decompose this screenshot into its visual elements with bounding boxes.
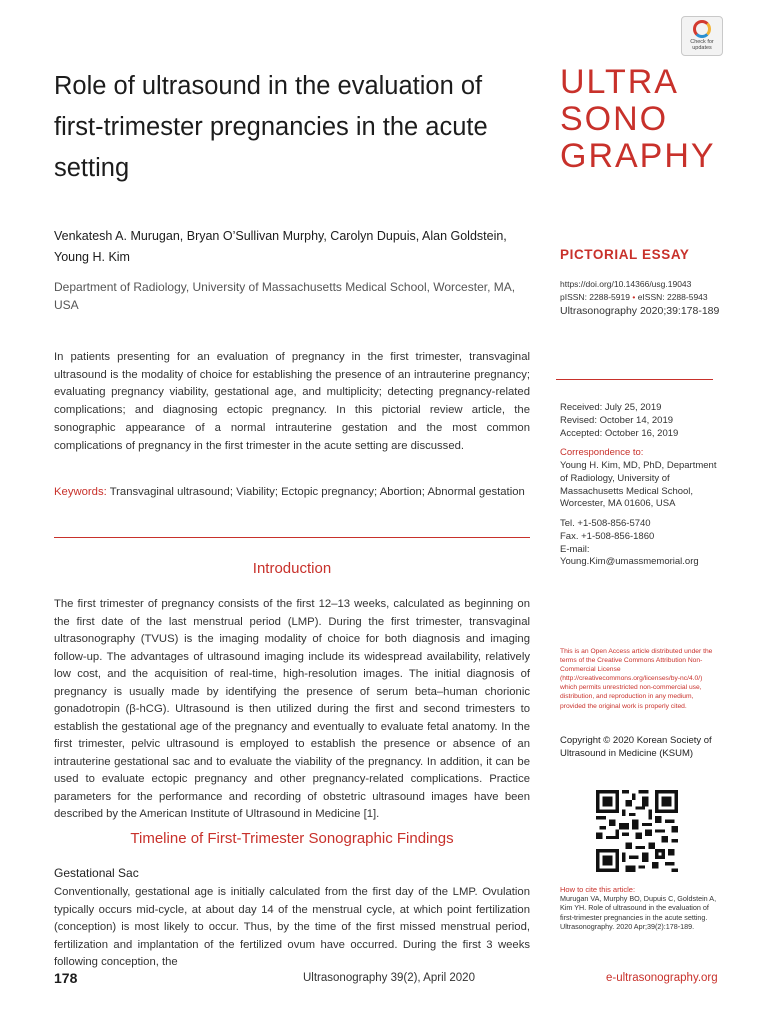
journal-logo-line-3: GRAPHY (560, 137, 716, 175)
license-notice: This is an Open Access article distributed under the terms of the Creative Commons Attribution Non-Commercial License (http://creativecommons.org/licenses/by-nc/4.0/) which permits unrestricted non-commercial use, distribution, and reproduction in any medium, provided the original work is properly cited. (560, 648, 713, 710)
copyright: Copyright © 2020 Korean Society of Ultrasound in Medicine (KSUM) (560, 735, 712, 759)
abstract: In patients presenting for an evaluation of pregnancy in the first trimester, transvaginal ultrasound is the modality of choice for establishing the presence of an intrauterine pregnancy; evaluating pregnancy viability, gestational age, and multiplicity; detecting pregnancy-related complications; and diagnosing ectopic pregnancy. In this pictorial review article, the sonographic appearance of a normal intrauterine gestation and the most common complications of pregnancy in the first trimester in the acute setting are discussed. (54, 351, 530, 452)
eissn: eISSN: 2288-5943 (637, 292, 708, 302)
email-link[interactable]: E-mail: Young.Kim@umassmemorial.org (560, 543, 699, 568)
authors-line-2: Young H. Kim (54, 250, 130, 264)
introduction-paragraph: The first trimester of pregnancy consists of the first 12–13 weeks, calculated as beginning on the first date of the last menstrual period (LMP). During the first trimester, transvaginal ultrasonography (TVUS) is the imaging modality of choice for both diagnosis and imaging follow-up. The advantages of ultrasound imaging include its widespread availability, relatively low cost, and the acquisition of real-time, high-resolution images. The initial diagnosis of pregnancy is usually made by identifying the presence of serum beta–human chorionic gonadotropin (β-hCG). Ultrasound is then utilized during the first and second trimesters to establish the gestational age of the pregnancy and eventually to evaluate fetal anatomy. In the first trimester, pelvic ultrasound is employed to establish the presence or absence of an intrauterine gestational sac and to evaluate the viability of the pregnancy. In addition, it can be used to evaluate ectopic pregnancy and other pregnancy-related complications. Practice parameters for the performance and recording of obstetric ultrasound images have been described by the American Institute of Ultrasound in Medicine [1]. (54, 598, 530, 820)
check-for-updates-badge[interactable] (681, 16, 723, 56)
subsection-heading-gestational-sac: Gestational Sac (54, 866, 139, 880)
bullet-separator: • (632, 292, 636, 302)
keywords-label: Keywords: (54, 486, 107, 498)
journal-logo (560, 64, 760, 175)
pissn: pISSN: 2288-5919 (560, 292, 630, 302)
article-type: PICTORIAL ESSAY (560, 247, 690, 262)
footer-url-link[interactable]: e-ultrasonography.org (606, 972, 718, 984)
journal-logo-line-1: ULTRA (560, 63, 679, 101)
fax: Fax. +1-508-856-1860 (560, 530, 655, 542)
keywords-list: Transvaginal ultrasound; Viability; Ectopic pregnancy; Abortion; Abnormal gestation (109, 486, 525, 498)
divider-sidebar (556, 379, 713, 380)
gestational-sac-paragraph: Conventionally, gestational age is initially calculated from the first day of the LMP. Ovulation typically occurs mid-cycle, at about day 14 of the menstrual cycle, at which point fertilization (conception) is most likely to occur. Thus, by the time of the first missed menstrual period, fertilization and implantation of the fertilized ovum have occurred. During the first 3 weeks following conception, the (54, 886, 530, 968)
qr-code-icon (596, 790, 678, 872)
author-list (54, 226, 524, 268)
journal-logo-line-2: SONO (560, 100, 669, 138)
doi-link[interactable]: https://doi.org/10.14366/usg.19043 (560, 279, 692, 289)
page-number: 178 (54, 970, 78, 986)
citation-short: Ultrasonography 2020;39:178-189 (560, 305, 720, 317)
divider-main (54, 537, 530, 538)
received-date: Received: July 25, 2019 (560, 402, 662, 413)
check-for-updates-label: Check for updates (690, 39, 714, 51)
keywords (54, 484, 530, 500)
correspondence-address: Young H. Kim, MD, PhD, Department of Radiology, University of Massachusetts Medical School, Worcester, MA 01606, USA (560, 460, 717, 510)
how-to-cite-label: How to cite this article: (560, 885, 636, 894)
article-title: Role of ultrasound in the evaluation of first-trimester pregnancies in the acute setting (54, 72, 488, 182)
section-heading-timeline: Timeline of First-Trimester Sonographic Findings (130, 830, 454, 847)
article-dates (560, 401, 678, 440)
correspondence-label: Correspondence to: (560, 447, 644, 458)
affiliation: Department of Radiology, University of Massachusetts Medical School, Worcester, MA, USA (54, 280, 516, 312)
how-to-cite-text: Murugan VA, Murphy BO, Dupuis C, Goldstein A, Kim YH. Role of ultrasound in the evaluation of first-trimester pregnancies in the acute setting. Ultrasonography. 2020 Apr;39(2):178-189. (560, 894, 717, 932)
section-heading-introduction: Introduction (252, 560, 332, 577)
issn-line (560, 291, 708, 304)
accepted-date: Accepted: October 16, 2019 (560, 428, 679, 439)
tel: Tel. +1-508-856-5740 (560, 518, 651, 529)
revised-date: Revised: October 14, 2019 (560, 415, 674, 426)
contact-info (560, 518, 720, 569)
footer-journal-issue: Ultrasonography 39(2), April 2020 (303, 972, 475, 984)
check-for-updates-icon (693, 20, 711, 38)
authors-line-1: Venkatesh A. Murugan, Bryan O’Sullivan Murphy, Carolyn Dupuis, Alan Goldstein, (54, 229, 507, 243)
